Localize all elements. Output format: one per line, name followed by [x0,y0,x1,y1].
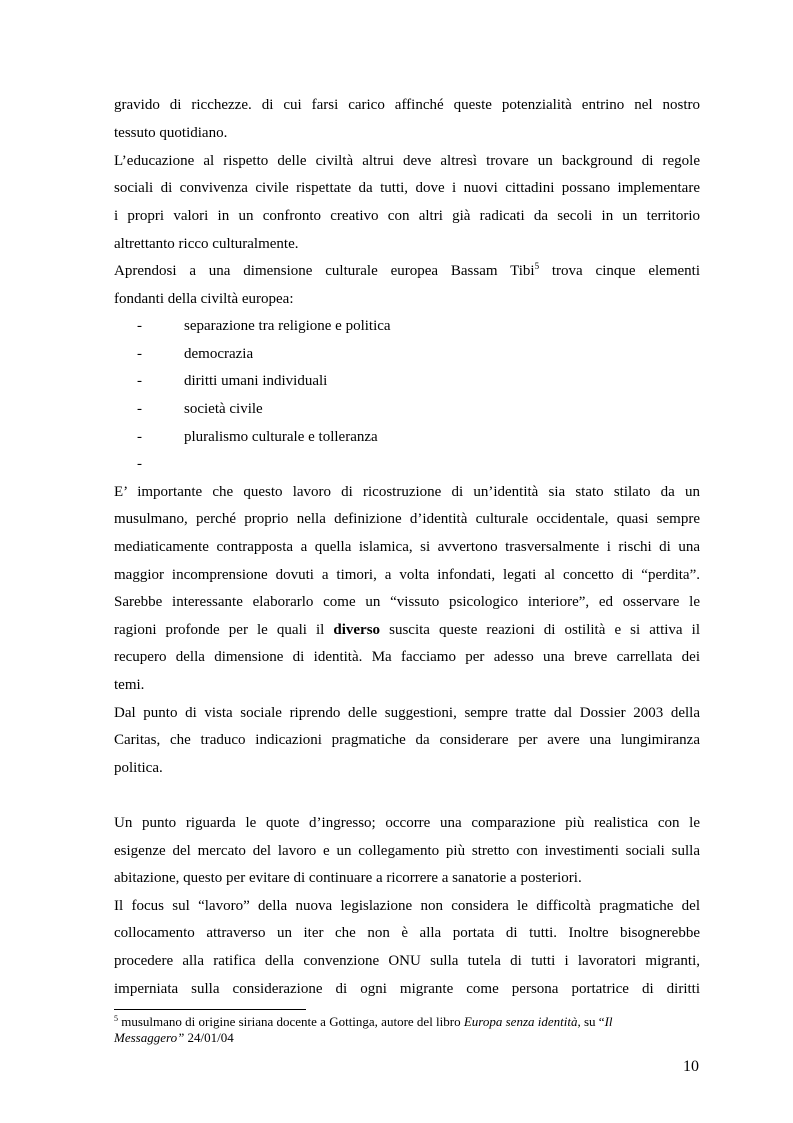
footnote-newspaper: Il [604,1014,613,1029]
list-bullet: - [137,401,142,417]
paragraph-line: Il focus sul “lavoro” della nuova legislazione non considera le difficoltà pragmatiche del [114,898,700,914]
emphasis-diverso: diverso [333,622,381,638]
footnote-reference[interactable]: 5 [534,261,540,271]
paragraph-line: E’ importante che questo lavoro di ricostruzione di un’identità sia stato stilato da un [114,484,700,500]
paragraph-line: mediaticamente contrapposta a quella islamica, si avvertono trasversalmente i rischi di una [114,539,700,555]
footnote-number: 5 [114,1014,118,1023]
text-span: suscita queste reazioni di ostilità e si attiva il [380,622,700,638]
list-bullet: - [137,346,142,362]
list-item: diritti umani individuali [184,373,328,389]
paragraph-line: Caritas, che traduco indicazioni pragmatiche da considerare per avere una lungimiranza [114,732,700,748]
list-item: separazione tra religione e politica [184,318,391,334]
footnote-separator [114,1009,306,1010]
paragraph-line: gravido di ricchezze. di cui farsi carico affinché queste potenzialità entrino nel nostro [114,97,700,113]
paragraph-line: maggior incomprensione dovuti a timori, a volta infondati, legati al concetto di “perdita”. [114,567,700,583]
paragraph-line: Dal punto di vista sociale riprendo delle suggestioni, sempre tratte dal Dossier 2003 della [114,705,700,721]
paragraph-line: politica. [114,760,163,776]
paragraph-line: temi. [114,677,145,693]
footnote [114,1014,700,1030]
footnote-text: musulmano di origine siriana docente a Gottinga, autore del libro [118,1014,464,1029]
paragraph-line: procedere alla ratifica della convenzione ONU sulla tutela di tutti i lavoratori migranti, [114,953,700,969]
list-item: democrazia [184,346,254,362]
paragraph-line: musulmano, perché proprio nella definizione d’identità culturale occidentale, quasi sempre [114,511,700,527]
footnote-newspaper: Messaggero” [114,1030,185,1045]
list-bullet: - [137,456,142,472]
footnote-date: 24/01/04 [184,1030,234,1045]
text-span: ragioni profonde per le quali il [114,622,334,638]
text-span: Aprendosi a una dimensione culturale europea Bassam Tibi [114,263,535,279]
paragraph-line: tessuto quotidiano. [114,125,228,141]
list-bullet: - [137,429,142,445]
paragraph-line: sociali di convivenza civile rispettate da tutti, dove i nuovi cittadini possano implementare [114,180,700,196]
paragraph-line: abitazione, questo per evitare di continuare a ricorrere a sanatorie a posteriori. [114,870,582,886]
paragraph-line: Un punto riguarda le quote d’ingresso; occorre una comparazione più realistica con le [114,815,700,831]
text-span: trova cinque elementi [539,263,700,279]
paragraph-line: recupero della dimensione di identità. Ma facciamo per adesso una breve carrellata dei [114,649,700,665]
list-bullet: - [137,318,142,334]
list-bullet: - [137,373,142,389]
paragraph-line: fondanti della civiltà europea: [114,291,294,307]
paragraph-line: i propri valori in un confronto creativo con altri già radicati da secoli in un territorio [114,208,700,224]
footnote-continuation [114,1030,700,1046]
footnote-text: su “ [580,1014,605,1029]
paragraph-line: esigenze del mercato del lavoro e un collegamento più stretto con investimenti sociali sulla [114,843,700,859]
list-item: società civile [184,401,263,417]
footnote-book-title: Europa senza identità, [463,1014,581,1029]
paragraph-line [114,620,700,640]
paragraph-line: Sarebbe interessante elaborarlo come un “vissuto psicologico interiore”, ed osservare le [114,594,700,610]
paragraph-line: imperniata sulla considerazione di ogni migrante come persona portatrice di diritti [114,981,700,997]
page-number: 10 [683,1058,699,1075]
list-item: pluralismo culturale e tolleranza [184,429,378,445]
paragraph-line: L’educazione al rispetto delle civiltà altrui deve altresì trovare un background di regole [114,153,700,169]
paragraph-line: altrettanto ricco culturalmente. [114,236,299,252]
paragraph-line [114,261,700,281]
paragraph-line: collocamento attraverso un iter che non è alla portata di tutti. Inoltre bisognerebbe [114,925,700,941]
